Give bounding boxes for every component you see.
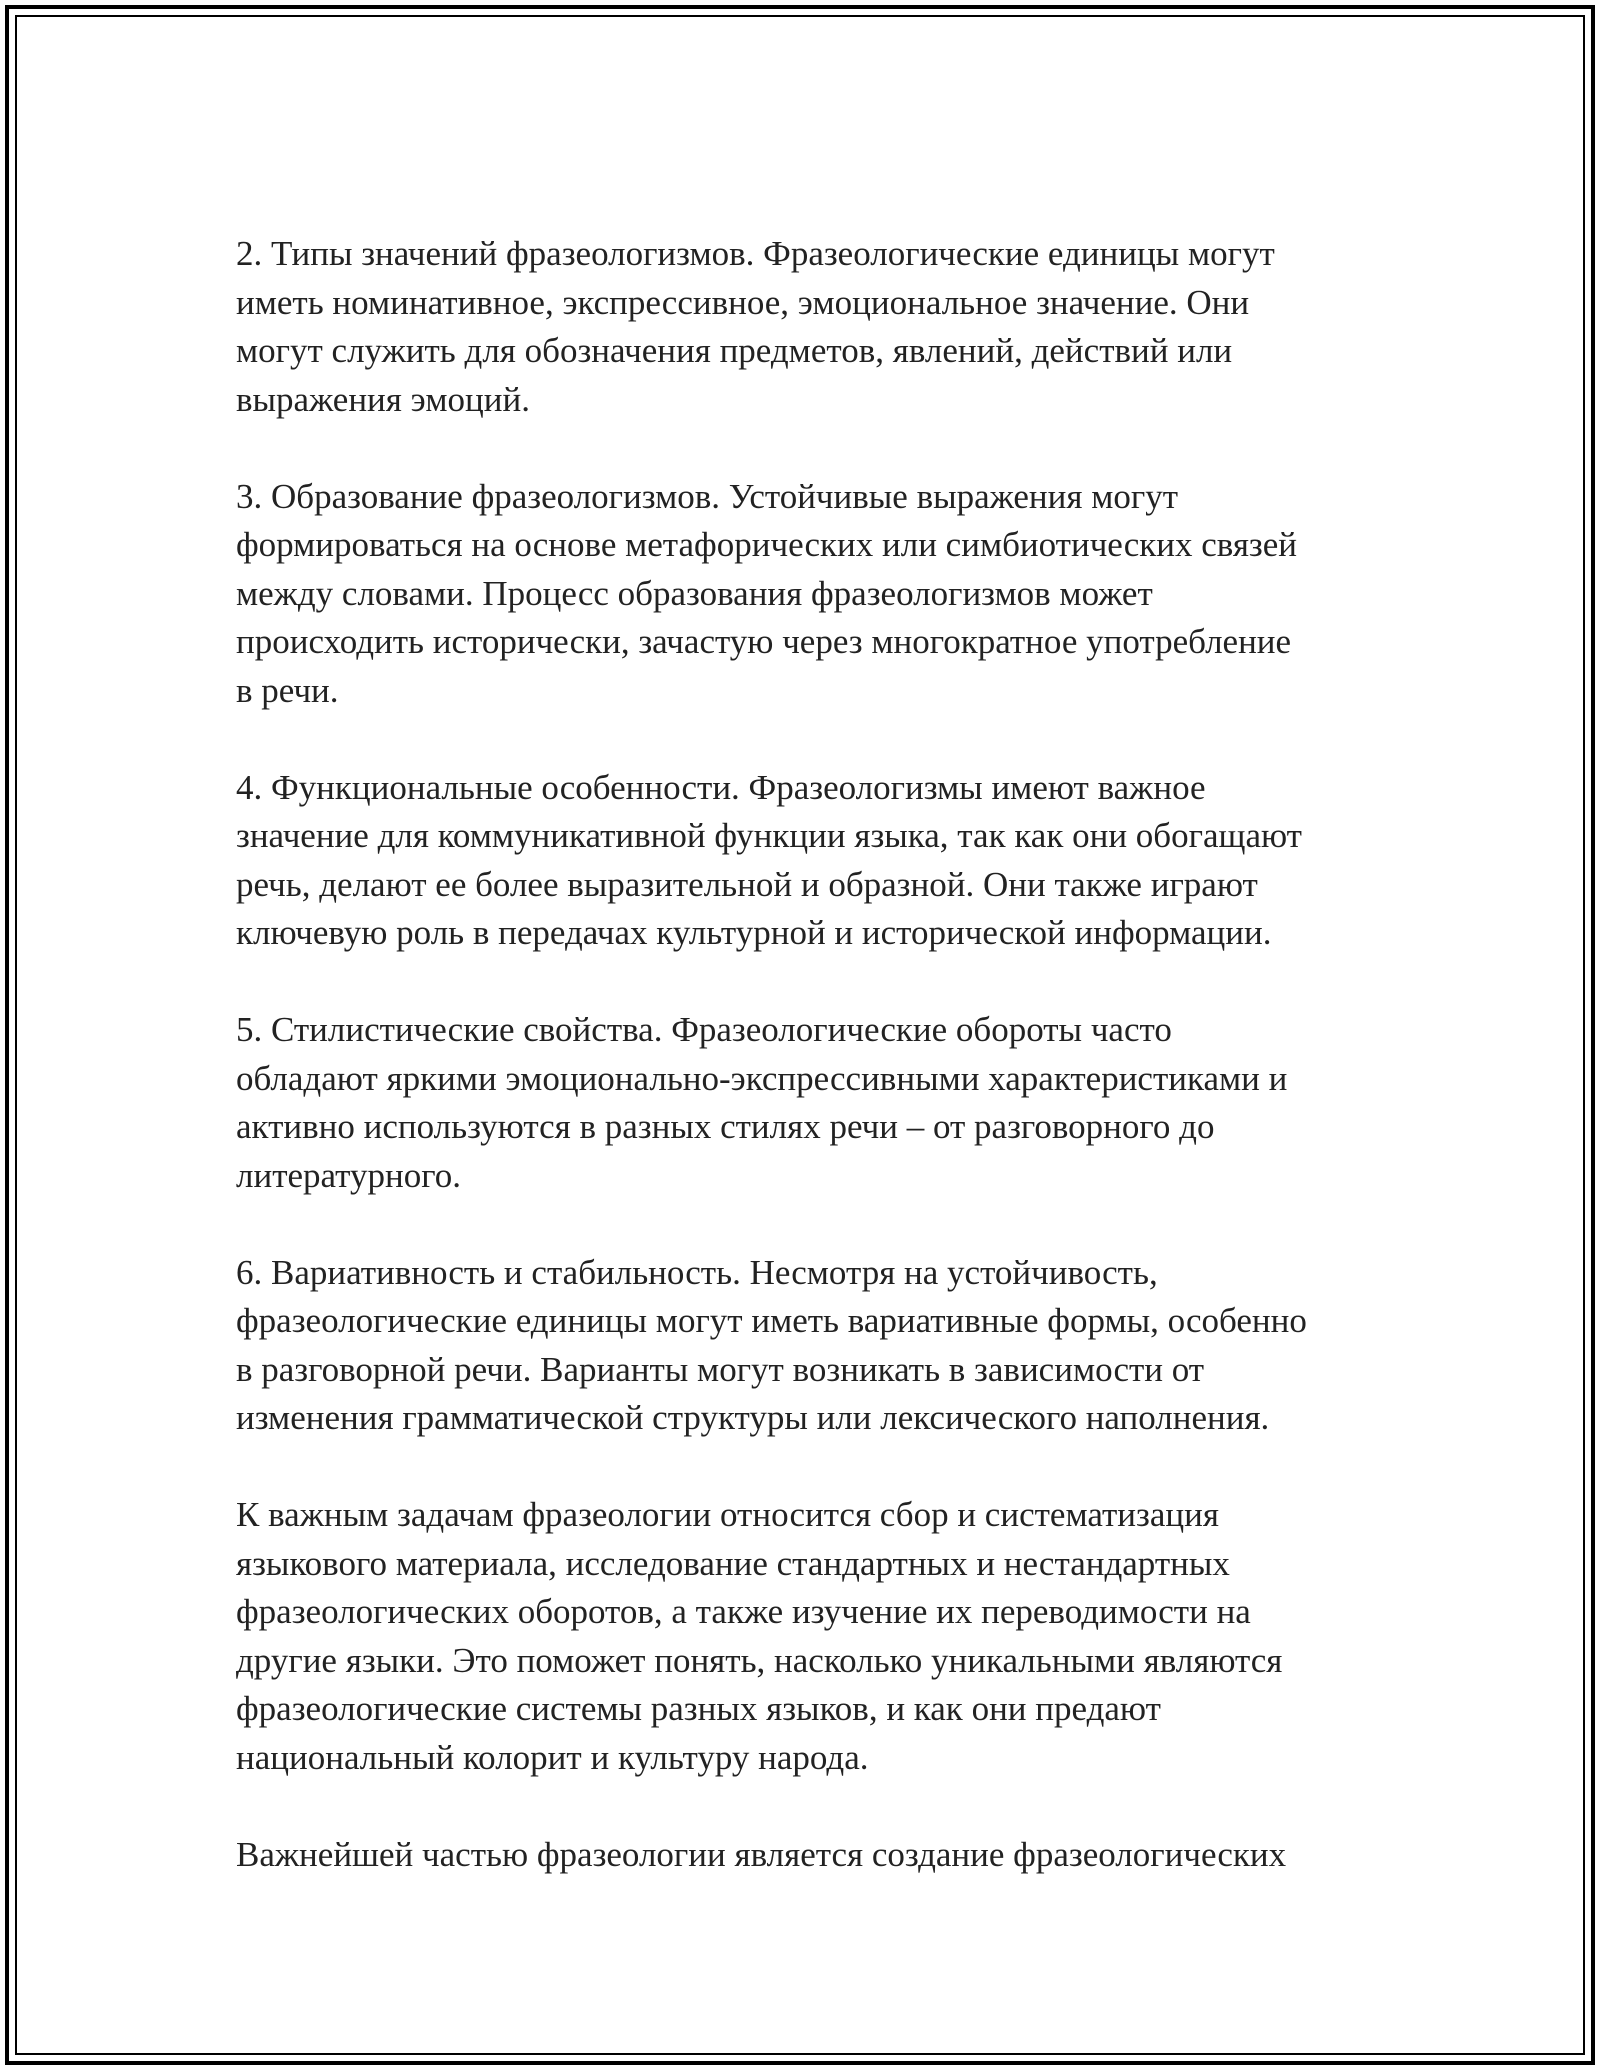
text-line: происходить исторически, зачастую через многократное употребление	[236, 622, 1292, 661]
text-line: литературного.	[236, 1155, 461, 1195]
text-line: 6. Вариативность и стабильность. Несмотря на устойчивость,	[236, 1252, 1158, 1292]
text-line: обладают яркими эмоционально-экспрессивными характеристиками и	[236, 1058, 1288, 1098]
text-line: могут служить для обозначения предметов, явлений, действий или	[236, 331, 1233, 370]
paragraph-item-4	[236, 764, 1396, 958]
text-line: национальный колорит и культуру народа.	[236, 1737, 869, 1777]
text-line: ключевую роль в передачах культурной и исторической информации.	[236, 913, 1272, 952]
text-line: в речи.	[236, 670, 339, 710]
text-line: К важным задачам фразеологии относится сбор и систематизация	[236, 1495, 1219, 1534]
text-line: Важнейшей частью фразеологии является создание фразеологических	[236, 1834, 1287, 1874]
text-line: иметь номинативное, экспрессивное, эмоциональное значение. Они	[236, 282, 1250, 322]
text-line: формироваться на основе метафорических или симбиотических связей	[236, 525, 1298, 564]
text-line: 3. Образование фразеологизмов. Устойчивые выражения могут	[236, 476, 1179, 516]
paragraph-tasks	[236, 1491, 1396, 1782]
text-line: 2. Типы значений фразеологизмов. Фразеологические единицы могут	[236, 234, 1275, 273]
text-line: 5. Стилистические свойства. Фразеологические обороты часто	[236, 1010, 1172, 1049]
document-body	[236, 230, 1396, 1928]
text-line: языкового материала, исследование стандартных и нестандартных	[236, 1543, 1230, 1583]
text-line: между словами. Процесс образования фразеологизмов может	[236, 573, 1153, 613]
text-line: изменения грамматической структуры или лексического наполнения.	[236, 1398, 1270, 1437]
text-line: фразеологических оборотов, а также изучение их переводимости на	[236, 1592, 1251, 1631]
text-line: фразеологические единицы могут иметь вариативные формы, особенно	[236, 1301, 1307, 1340]
text-line: выражения эмоций.	[236, 379, 530, 419]
text-line: значение для коммуникативной функции языка, так как они обогащают	[236, 816, 1302, 855]
paragraph-important-part	[236, 1831, 1396, 1880]
text-line: 4. Функциональные особенности. Фразеологизмы имеют важное	[236, 767, 1206, 807]
paragraph-item-6	[236, 1249, 1396, 1443]
paragraph-item-5	[236, 1006, 1396, 1200]
paragraph-item-3	[236, 473, 1396, 716]
paragraph-item-2	[236, 230, 1396, 424]
text-line: фразеологические системы разных языков, и как они предают	[236, 1689, 1161, 1728]
text-line: речь, делают ее более выразительной и образной. Они также играют	[236, 864, 1258, 904]
text-line: другие языки. Это поможет понять, насколько уникальными являются	[236, 1640, 1283, 1680]
text-line: в разговорной речи. Варианты могут возникать в зависимости от	[236, 1349, 1205, 1389]
text-line: активно используются в разных стилях речи – от разговорного до	[236, 1107, 1215, 1146]
